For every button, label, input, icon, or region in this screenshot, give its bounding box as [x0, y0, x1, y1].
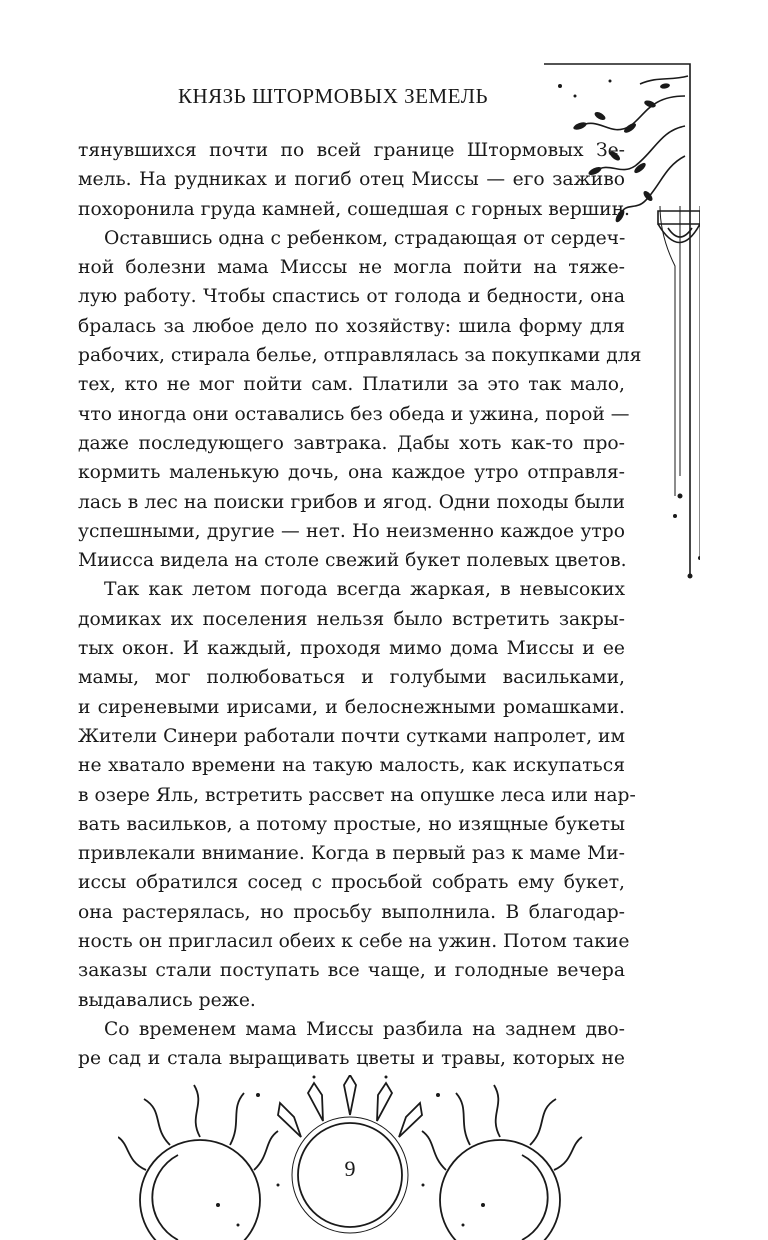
sun-moon-footer-ornament: [118, 1075, 650, 1240]
text-line: не хватало времени на такую малость, как искупаться: [78, 755, 625, 777]
text-line: в озере Яль, встретить рассвет на опушке леса или нар-: [78, 784, 636, 806]
text-line: успешными, другие — нет. Но неизменно каждое утро: [78, 520, 625, 542]
text-line: привлекали внимание. Когда в первый раз к маме Ми-: [78, 843, 625, 865]
text-line: тых окон. И каждый, проходя мимо дома Миссы и ее: [78, 638, 625, 660]
text-line: вать васильков, а потому простые, но изящные букеты: [78, 813, 625, 835]
text-line: ре сад и стала выращивать цветы и травы, которых не: [78, 1048, 625, 1070]
text-line: похоронила груда камней, сошедшая с горных вершин.: [78, 198, 631, 220]
text-line: кормить маленькую дочь, она каждое утро отправля-: [78, 462, 625, 484]
text-line: даже последующего завтрака. Дабы хоть как-то про-: [78, 432, 625, 454]
text-line: лась в лес на поиски грибов и ягод. Одни походы были: [78, 491, 625, 513]
text-line: что иногда они оставались без обеда и ужина, порой —: [78, 403, 630, 425]
text-line: домиках их поселения нельзя было встретить закры-: [78, 608, 625, 630]
text-line: и сиреневыми ирисами, и белоснежными ромашками.: [78, 696, 625, 718]
text-line: тянувшихся почти по всей границе Штормовых Зе-: [78, 140, 625, 161]
text-line: ность он пригласил обеих к себе на ужин. Потом такие: [78, 931, 630, 953]
text-line: иссы обратился сосед с просьбой собрать ему букет,: [78, 872, 625, 894]
text-line: Так как летом погода всегда жаркая, в невысоких: [104, 579, 625, 601]
text-line: Оставшись одна с ребенком, страдающая от сердеч-: [104, 227, 626, 249]
page-number: 9: [344, 1156, 356, 1181]
text-line: заказы стали поступать все чаще, и голодные вечера: [78, 960, 625, 982]
text-line: мель. На рудниках и погиб отец Миссы — его заживо: [78, 169, 625, 191]
text-line: ной болезни мама Миссы не могла пойти на тяже-: [78, 257, 625, 279]
text-line: рабочих, стирала белье, отправлялась за покупками для: [78, 345, 642, 367]
text-line: Со временем мама Миссы разбила на заднем дво-: [104, 1018, 625, 1040]
text-line: бралась за любое дело по хозяйству: шила форму для: [78, 315, 625, 337]
body-text: [78, 136, 642, 1074]
text-line: выдавались реже.: [78, 989, 256, 1011]
text-line: она растерялась, но просьбу выполнила. В благодар-: [78, 901, 625, 923]
running-header: КНЯЗЬ ШТОРМОВЫХ ЗЕМЕЛЬ: [177, 84, 489, 108]
text-line: мамы, мог полюбоваться и голубыми васильками,: [78, 667, 625, 689]
text-line: лую работу. Чтобы спастись от голода и бедности, она: [78, 286, 625, 308]
text-line: Миисса видела на столе свежий букет полевых цветов.: [78, 550, 627, 572]
text-line: Жители Синери работали почти сутками напролет, им: [78, 725, 625, 747]
text-line: тех, кто не мог пойти сам. Платили за это так мало,: [78, 374, 625, 396]
